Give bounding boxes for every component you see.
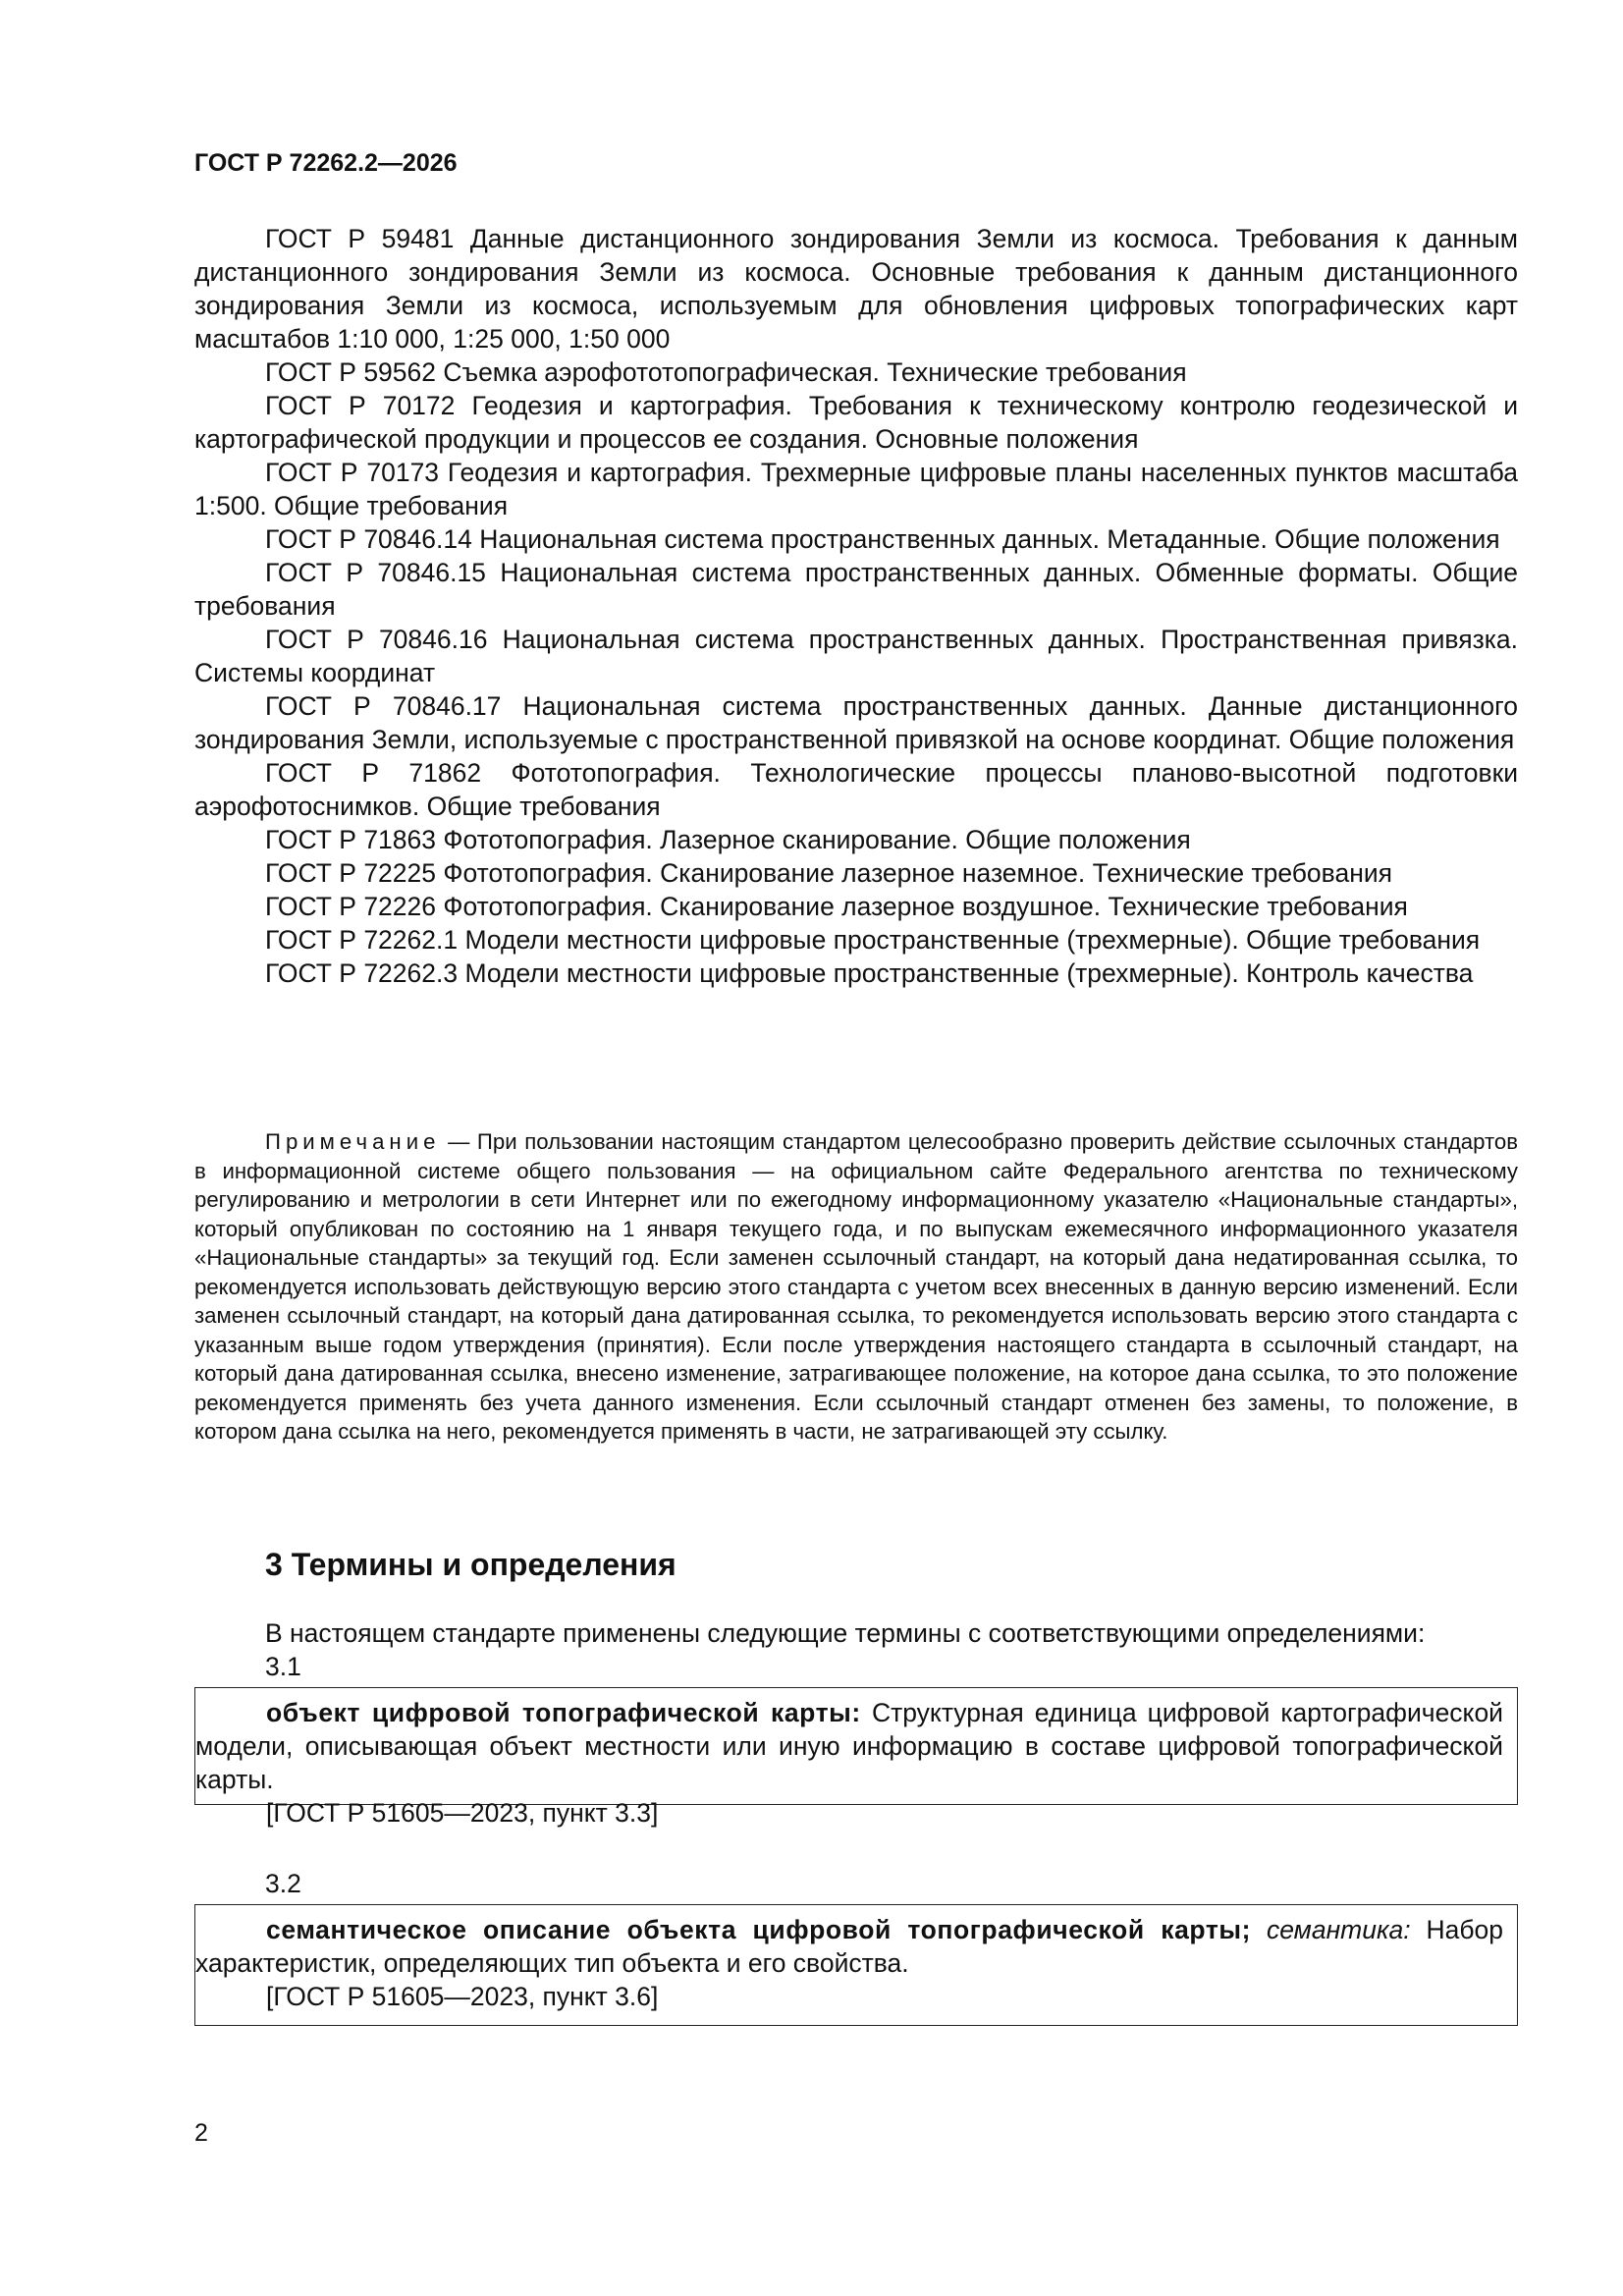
term-box [194,1904,1518,2026]
reference-item: ГОСТ Р 70846.14 Национальная система пространственных данных. Метаданные. Общие положения [265,524,1500,554]
reference-item: ГОСТ Р 72262.1 Модели местности цифровые пространственные (трехмерные). Общие требования [265,925,1481,955]
note-label: Примечание [265,1129,441,1154]
term-definition [195,1913,1503,1980]
reference-item: ГОСТ Р 71862 Фототопография. Технологические процессы планово-высотной подготовки аэрофотоснимков. Общие требования [194,758,1518,821]
term-definition [195,1696,1503,1796]
term-source: [ГОСТ Р 51605—2023, пункт 3.6] [266,1982,659,2011]
reference-item: ГОСТ Р 72262.3 Модели местности цифровые пространственные (трехмерные). Контроль качества [265,958,1474,988]
reference-item: ГОСТ Р 59481 Данные дистанционного зондирования Земли из космоса. Требования к данным дистанционного зондирования Земли из космоса. Основные требования к данным дистанционного зондирования Земли из космоса, используемым для обновления цифровых топографических карт масштабов 1:10 000, 1:25 000, 1:50 000 [194,224,1518,354]
term-definition-text: Набор характеристик, определяющих тип объекта и его свойства. [195,1915,1503,1978]
term-source: [ГОСТ Р 51605—2023, пункт 3.3] [266,1798,659,1828]
references-note [194,1127,1518,1447]
section-intro: В настоящем стандарте применены следующие термины с соответствующими определениями: [265,1618,1426,1648]
term-number: 3.1 [265,1652,301,1681]
term-box [194,1687,1518,1828]
term-number: 3.2 [265,1869,301,1898]
reference-item: ГОСТ Р 59562 Съемка аэрофототопографическая. Технические требования [265,357,1187,387]
reference-item: ГОСТ Р 70846.17 Национальная система пространственных данных. Данные дистанционного зондирования Земли, используемые с пространственной привязкой на основе координат. Общие положения [194,691,1518,754]
term-word: семантическое описание объекта цифровой топографической карты; [266,1915,1252,1944]
reference-item: ГОСТ Р 71863 Фототопография. Лазерное сканирование. Общие положения [265,825,1191,854]
term-definition-text: Структурная единица цифровой картографической модели, описывающая объект местности или иную информацию в составе цифровой топографической карты. [195,1698,1503,1794]
note-text: — При пользовании настоящим стандартом целесообразно проверить действие ссылочных стандартов в информационной системе общего пользования — на официальном сайте Федерального агентства по техническому регулированию и метрологии в сети Интернет или по ежегодному информационному указателю «Национальные стандарты», который опубликован по состоянию на 1 января текущего года, и по выпускам ежемесячного информационного указателя «Национальные стандарты» за текущий год. Если заменен ссылочный стандарт, на который дана недатированная ссылка, то рекомендуется использовать действующую версию этого стандарта с учетом всех внесенных в данную версию изменений. Если заменен ссылочный стандарт, на который дана датированная ссылка, то рекомендуется использовать версию этого стандарта с указанным выше годом утверждения (принятия). Если после утверждения настоящего стандарта в ссылочный стандарт, на который дана датированная ссылка, внесено изменение, затрагивающее положение, на которое дана ссылка, то это положение рекомендуется применять без учета данного изменения. Если ссылочный стандарт отменен без замены, то положение, в котором дана ссылка на него, рекомендуется применять в части, не затрагивающей эту ссылку. [194,1129,1518,1444]
page-number: 2 [194,2119,208,2147]
section-title: 3 Термины и определения [265,1547,676,1582]
reference-item: ГОСТ Р 70172 Геодезия и картография. Требования к техническому контролю геодезической и картографической продукции и процессов ее создания. Основные положения [194,391,1518,454]
reference-item: ГОСТ Р 72226 Фототопография. Сканирование лазерное воздушное. Технические требования [265,892,1408,921]
reference-item: ГОСТ Р 70846.15 Национальная система пространственных данных. Обменные форматы. Общие требования [194,558,1518,621]
reference-item: ГОСТ Р 70173 Геодезия и картография. Трехмерные цифровые планы населенных пунктов масштаба 1:500. Общие требования [194,458,1518,520]
term-synonym: семантика: [1251,1915,1411,1944]
document-header-code: ГОСТ Р 72262.2—2026 [194,149,458,177]
term-word: объект цифровой топографической карты: [266,1698,861,1727]
normative-references-list [194,222,1518,990]
reference-item: ГОСТ Р 70846.16 Национальная система пространственных данных. Пространственная привязка. Системы координат [194,625,1518,687]
reference-item: ГОСТ Р 72225 Фототопография. Сканирование лазерное наземное. Технические требования [265,858,1392,888]
